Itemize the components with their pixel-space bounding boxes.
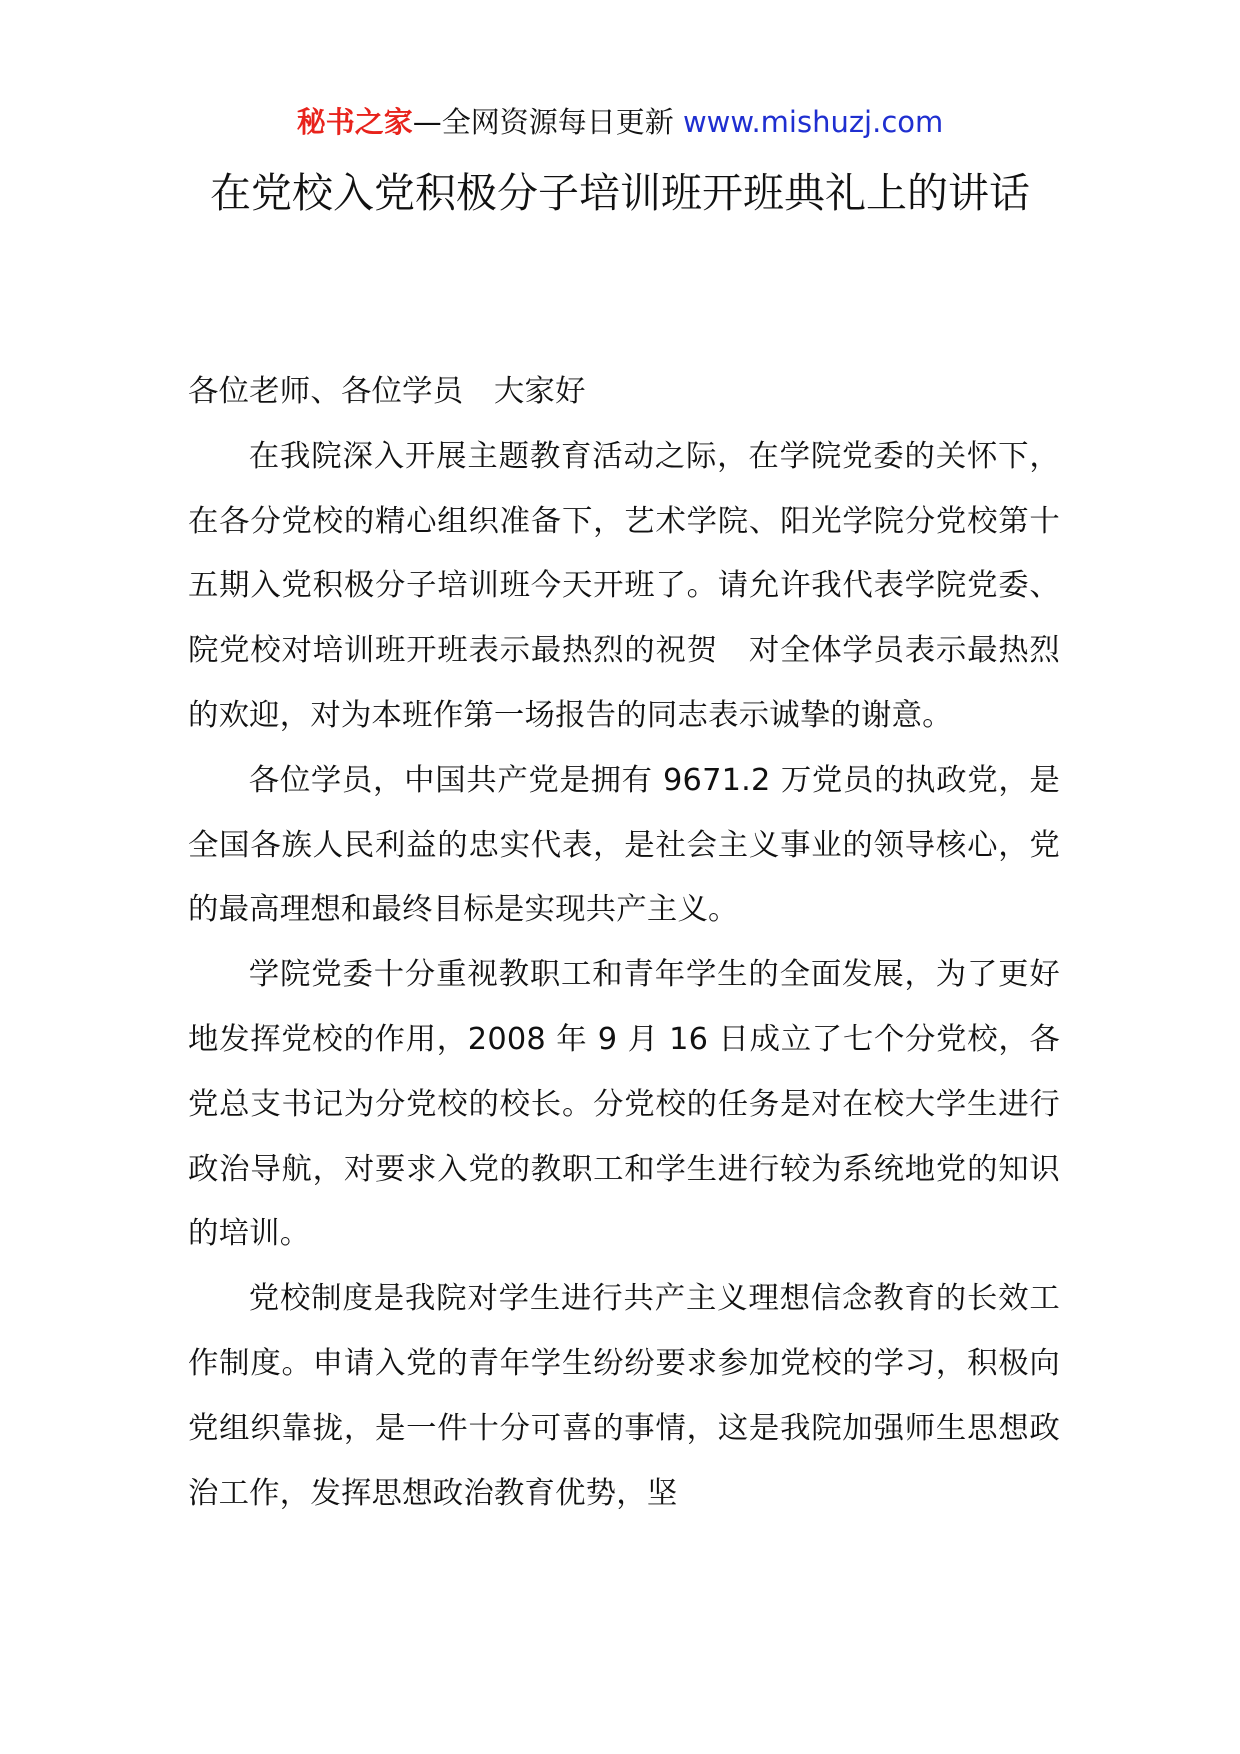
salutation: 各位老师、各位学员 大家好 bbox=[188, 374, 586, 409]
header-tagline: —全网资源每日更新 bbox=[412, 105, 683, 139]
document-title: 在党校入党积极分子培训班开班典礼上的讲话 bbox=[210, 169, 1030, 217]
document-body bbox=[188, 360, 1060, 1526]
brand-name: 秘书之家 bbox=[296, 105, 413, 139]
paragraph: 党校制度是我院对学生进行共产主义理想信念教育的长效工作制度。申请入党的青年学生纷纷要求参加党校的学习，积极向党组织靠拢，是一件十分可喜的事情，这是我院加强师生思想政治工作，发挥思想政治教育优势，坚 bbox=[188, 1281, 1060, 1511]
site-header bbox=[0, 102, 1240, 142]
paragraph: 在我院深入开展主题教育活动之际，在学院党委的关怀下，在各分党校的精心组织准备下，艺术学院、阳光学院分党校第十五期入党积极分子培训班今天开班了。请允许我代表学院党委、院党校对培训班开班表示最热烈的祝贺 对全体学员表示最热烈的欢迎，对为本班作第一场报告的同志表示诚挚的谢意。 bbox=[188, 438, 1060, 733]
paragraph: 各位学员，中国共产党是拥有 9671.2 万党员的执政党，是全国各族人民利益的忠实代表，是社会主义事业的领导核心，党的最高理想和最终目标是实现共产主义。 bbox=[188, 762, 1060, 928]
paragraph: 学院党委十分重视教职工和青年学生的全面发展，为了更好地发挥党校的作用，2008 年 9 月 16 日成立了七个分党校，各党总支书记为分党校的校长。分党校的任务是对在校大学生进行政治导航，对要求入党的教职工和学生进行较为系统地党的知识的培训。 bbox=[188, 957, 1060, 1252]
site-url-link[interactable]: www.mishuzj.com bbox=[682, 105, 944, 139]
